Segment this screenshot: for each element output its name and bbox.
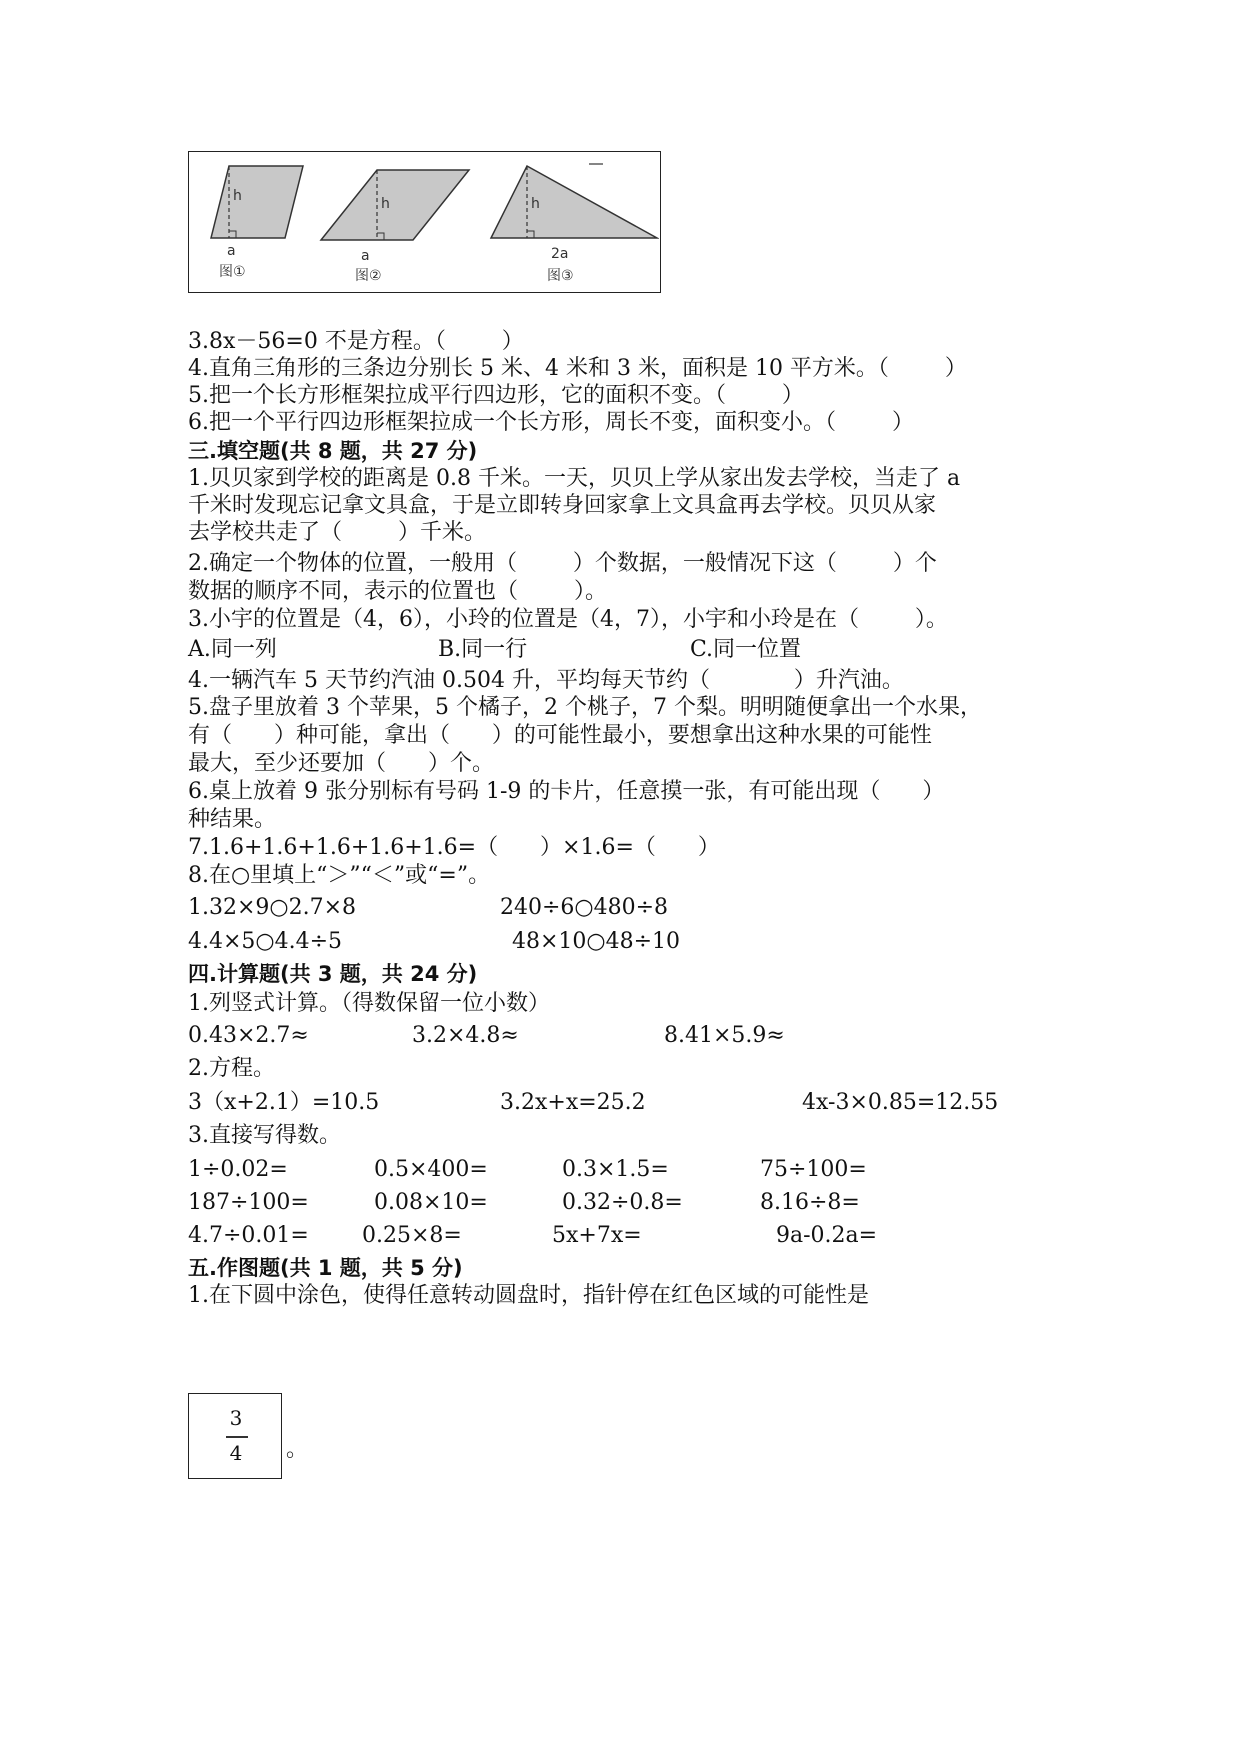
figure-3-height-label: h xyxy=(531,196,540,212)
fill-q3-option-a: A.同一列 xyxy=(188,637,277,662)
fill-q3: 3.小宇的位置是（4，6），小玲的位置是（4，7），小宇和小玲是在（ ）。 xyxy=(188,607,948,632)
calc-q2-item-1: 3（x+2.1）=10.5 xyxy=(188,1090,380,1115)
calc-q2-item-2: 3.2x+x=25.2 xyxy=(500,1090,646,1115)
fill-q7: 7.1.6+1.6+1.6+1.6+1.6=（ ）×1.6=（ ） xyxy=(188,835,720,860)
section-4-heading: 四.计算题(共 3 题，共 24 分) xyxy=(188,962,478,986)
calc-q3-r1-c3: 0.3×1.5= xyxy=(562,1157,669,1182)
calc-q1-item-1: 0.43×2.7≈ xyxy=(188,1023,309,1048)
figure-2-parallelogram xyxy=(321,170,469,240)
fraction-period: 。 xyxy=(286,1437,309,1462)
calc-q3-r3-c3: 5x+7x= xyxy=(552,1223,642,1248)
fraction-numerator: 3 xyxy=(229,1406,243,1430)
judge-q4: 4.直角三角形的三条边分别长 5 米、4 米和 3 米，面积是 10 平方米。（ ） xyxy=(188,356,967,381)
judge-q6: 6.把一个平行四边形框架拉成一个长方形，周长不变，面积变小。（ ） xyxy=(188,410,914,435)
calc-q1: 1.列竖式计算。（得数保留一位小数） xyxy=(188,991,550,1016)
figure-box xyxy=(188,151,661,293)
figure-3-caption: 图③ xyxy=(547,268,574,284)
fill-q1-line3: 去学校共走了（ ）千米。 xyxy=(188,520,486,545)
figure-2-caption: 图② xyxy=(355,268,382,284)
judge-q5: 5.把一个长方形框架拉成平行四边形，它的面积不变。（ ） xyxy=(188,383,804,408)
fill-q2-line2: 数据的顺序不同，表示的位置也（ ）。 xyxy=(188,579,607,604)
calc-q3-r1-c2: 0.5×400= xyxy=(374,1157,488,1182)
fill-q8-row2-a: 4.4×5○4.4÷5 xyxy=(188,929,343,954)
calc-q3-r3-c2: 0.25×8= xyxy=(362,1223,462,1248)
figure-1-height-label: h xyxy=(233,188,242,204)
figure-1-parallelogram xyxy=(211,166,303,238)
draw-q1: 1.在下圆中涂色，使得任意转动圆盘时，指针停在红色区域的可能性是 xyxy=(188,1283,869,1308)
fraction-box xyxy=(188,1393,282,1479)
fraction-bar xyxy=(226,1436,248,1438)
fill-q8-row1-b: 240÷6○480÷8 xyxy=(500,895,669,920)
fill-q8: 8.在○里填上“＞”“＜”或“=”。 xyxy=(188,863,491,888)
calc-q3-r2-c2: 0.08×10= xyxy=(374,1190,488,1215)
fill-q1-line1: 1.贝贝家到学校的距离是 0.8 千米。一天，贝贝上学从家出发去学校，当走了 a xyxy=(188,466,961,491)
calc-q3-r3-c1: 4.7÷0.01= xyxy=(188,1223,309,1248)
calc-q3-r3-c4: 9a-0.2a= xyxy=(776,1223,878,1248)
calc-q2: 2.方程。 xyxy=(188,1056,275,1081)
figure-1-caption: 图① xyxy=(219,264,246,280)
calc-q3-r2-c4: 8.16÷8= xyxy=(760,1190,860,1215)
figure-2-height-label: h xyxy=(381,196,390,212)
fraction-three-quarters xyxy=(189,1394,283,1480)
fill-q5-line2: 有（ ）种可能，拿出（ ）的可能性最小，要想拿出这种水果的可能性 xyxy=(188,723,932,748)
geometry-figures xyxy=(189,152,659,291)
calc-q3-r1-c4: 75÷100= xyxy=(760,1157,867,1182)
fraction-denominator: 4 xyxy=(229,1441,243,1465)
fill-q4: 4.一辆汽车 5 天节约汽油 0.504 升，平均每天节约（ ）升汽油。 xyxy=(188,668,904,693)
fill-q8-row2-b: 48×10○48÷10 xyxy=(512,929,681,954)
fill-q8-row1-a: 1.32×9○2.7×8 xyxy=(188,895,357,920)
fill-q5-line3: 最大，至少还要加（ ）个。 xyxy=(188,751,494,776)
fill-q2-line1: 2.确定一个物体的位置，一般用（ ）个数据，一般情况下这（ ）个 xyxy=(188,551,937,576)
judge-q3: 3.8x－56=0 不是方程。（ ） xyxy=(188,329,524,354)
fill-q3-option-c: C.同一位置 xyxy=(690,637,802,662)
calc-q3-r2-c3: 0.32÷0.8= xyxy=(562,1190,683,1215)
section-5-heading: 五.作图题(共 1 题，共 5 分) xyxy=(188,1256,463,1280)
fill-q6-line1: 6.桌上放着 9 张分别标有号码 1-9 的卡片，任意摸一张，有可能出现（ ） xyxy=(188,779,945,804)
fill-q5-line1: 5.盘子里放着 3 个苹果，5 个橘子，2 个桃子，7 个梨。明明随便拿出一个水果， xyxy=(188,695,982,720)
figure-2-base-label: a xyxy=(361,248,370,264)
calc-q1-item-3: 8.41×5.9≈ xyxy=(664,1023,785,1048)
fill-q6-line2: 种结果。 xyxy=(188,807,277,832)
fill-q1-line2: 千米时发现忘记拿文具盒，于是立即转身回家拿上文具盒再去学校。贝贝从家 xyxy=(188,493,937,518)
figure-3-base-label: 2a xyxy=(551,246,569,262)
calc-q1-item-2: 3.2×4.8≈ xyxy=(412,1023,519,1048)
calc-q2-item-3: 4x-3×0.85=12.55 xyxy=(802,1090,999,1115)
calc-q3-r2-c1: 187÷100= xyxy=(188,1190,309,1215)
figure-1-base-label: a xyxy=(227,243,236,259)
figure-3-triangle xyxy=(491,166,657,238)
section-3-heading: 三.填空题(共 8 题，共 27 分) xyxy=(188,439,478,463)
calc-q3: 3.直接写得数。 xyxy=(188,1123,341,1148)
fill-q3-option-b: B.同一行 xyxy=(438,637,528,662)
calc-q3-r1-c1: 1÷0.02= xyxy=(188,1157,288,1182)
